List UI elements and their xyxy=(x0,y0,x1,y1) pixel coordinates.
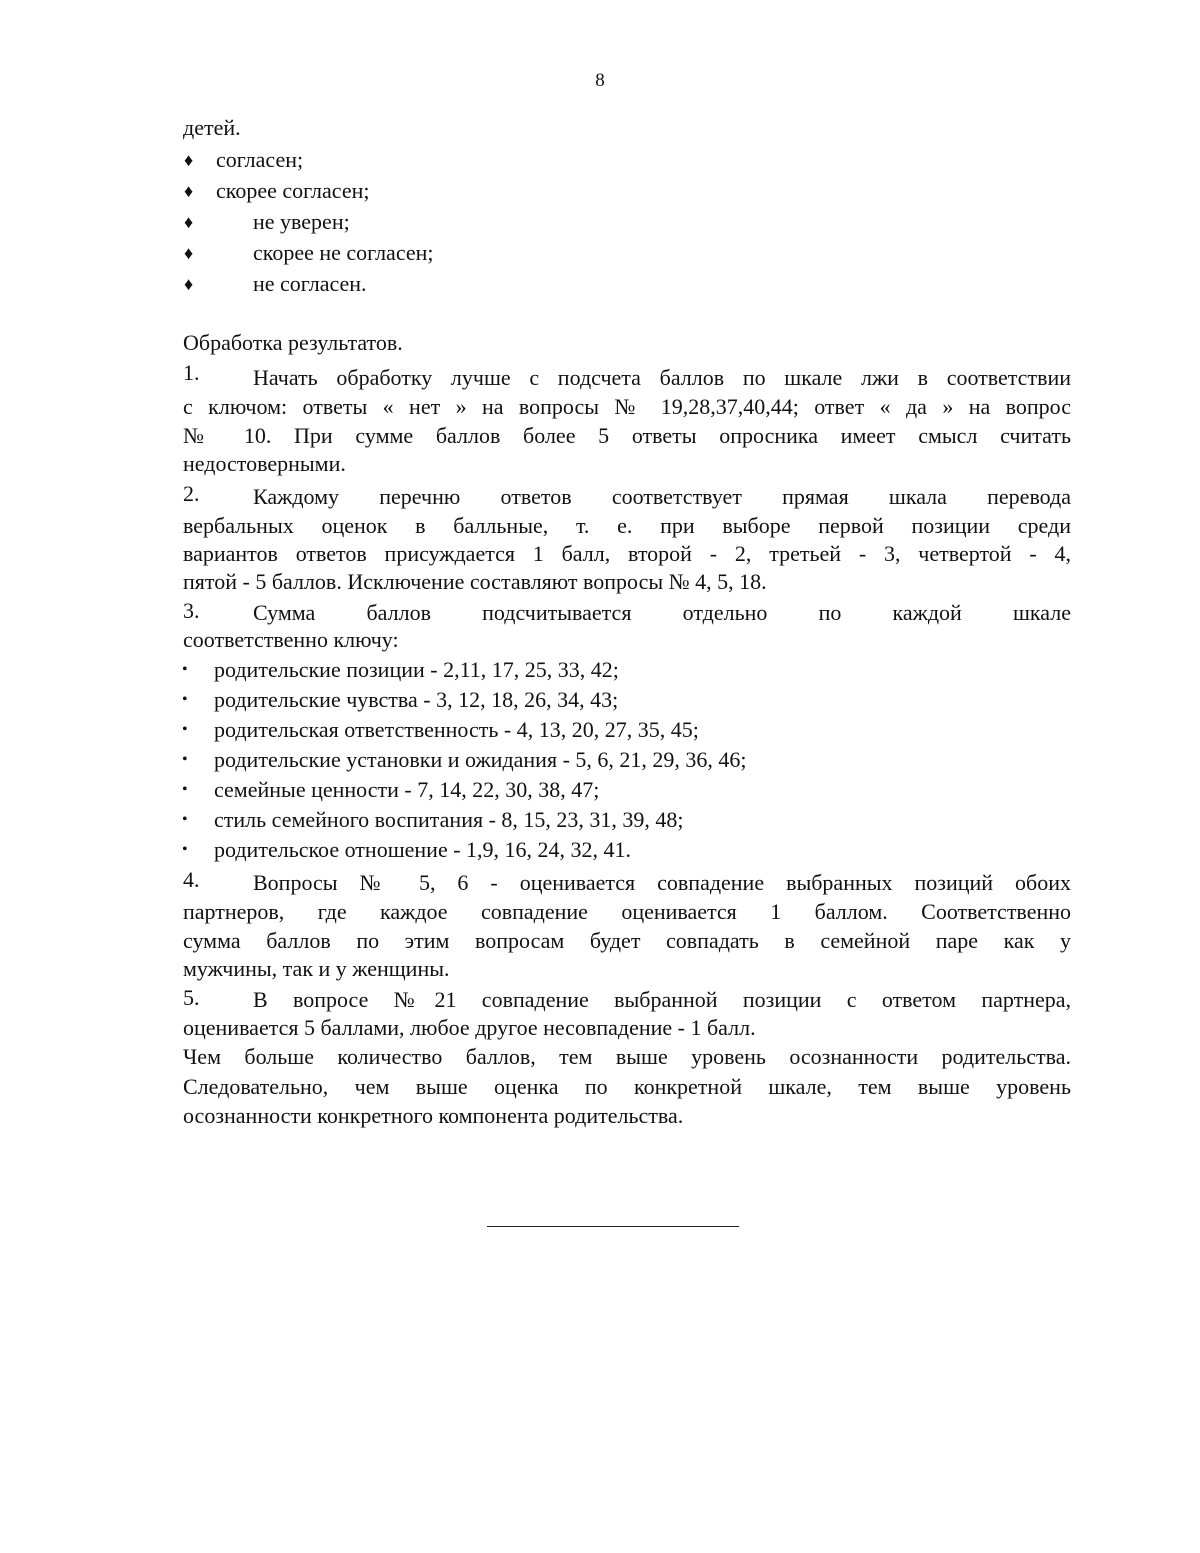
paragraph-line: сумма баллов по этим вопросам будет совпадать в семейной паре как у xyxy=(183,928,1071,953)
paragraph-line: партнеров, где каждое совпадение оценивается 1 баллом. Соответственно xyxy=(183,899,1071,924)
paragraph-line: № 10. При сумме баллов более 5 ответы опросника имеет смысл считать xyxy=(183,423,1071,448)
answer-option: не уверен; xyxy=(253,209,350,234)
item-number: 2. xyxy=(183,481,200,506)
paragraph-line: В вопросе №21 совпадение выбранной позиции с ответом партнера, xyxy=(253,987,1071,1012)
paragraph-line: Каждому перечню ответов соответствует прямая шкала перевода xyxy=(253,484,1071,509)
answer-option: согласен; xyxy=(216,147,304,172)
intro-fragment: детей. xyxy=(183,115,241,140)
paragraph-line: оценивается 5 баллами, любое другое несовпадение - 1 балл. xyxy=(183,1015,756,1040)
paragraph-line: Вопросы № 5, 6 - оценивается совпадение выбранных позиций обоих xyxy=(253,870,1071,895)
scale-item: семейные ценности - 7, 14, 22, 30, 38, 47; xyxy=(214,777,600,802)
paragraph-line: Сумма баллов подсчитывается отдельно по каждой шкале xyxy=(253,600,1071,625)
dot-bullet-icon: • xyxy=(182,721,188,738)
paragraph-line: вариантов ответов присуждается 1 балл, второй - 2, третьей - 3, четвертой - 4, xyxy=(183,541,1071,566)
dot-bullet-icon: • xyxy=(182,811,188,828)
conclusion-line: Чем больше количество баллов, тем выше уровень осознанности родительства. xyxy=(183,1044,1071,1069)
answer-option: не согласен. xyxy=(253,271,367,296)
section-title: Обработка результатов. xyxy=(183,330,403,355)
conclusion-line: осознанности конкретного компонента родительства. xyxy=(183,1103,684,1128)
item-number: 4. xyxy=(183,867,200,892)
page-number: 8 xyxy=(595,70,605,91)
paragraph-line: мужчины, так и у женщины. xyxy=(183,956,450,981)
dot-bullet-icon: • xyxy=(182,841,188,858)
paragraph-line: Начать обработку лучше с подсчета баллов по шкале лжи в соответствии xyxy=(253,365,1071,390)
item-number: 3. xyxy=(183,598,200,623)
scale-item: родительское отношение - 1,9, 16, 24, 32, 41. xyxy=(214,837,632,862)
scale-item: родительская ответственность - 4, 13, 20, 27, 35, 45; xyxy=(214,717,699,742)
dot-bullet-icon: • xyxy=(182,751,188,768)
scale-item: стиль семейного воспитания - 8, 15, 23, 31, 39, 48; xyxy=(214,807,684,832)
paragraph-line: соответственно ключу: xyxy=(183,627,399,652)
scale-item: родительские установки и ожидания - 5, 6, 21, 29, 36, 46; xyxy=(214,747,747,772)
dot-bullet-icon: • xyxy=(182,781,188,798)
dot-bullet-icon: • xyxy=(182,691,188,708)
scale-item: родительские позиции - 2,11, 17, 25, 33, 42; xyxy=(214,657,619,682)
diamond-bullet-icon: ♦ xyxy=(184,181,194,201)
answer-option: скорее не согласен; xyxy=(253,240,434,265)
paragraph-line: пятой - 5 баллов. Исключение составляют вопросы № 4, 5, 18. xyxy=(183,569,767,594)
conclusion-line: Следовательно, чем выше оценка по конкретной шкале, тем выше уровень xyxy=(183,1074,1071,1099)
diamond-bullet-icon: ♦ xyxy=(184,274,194,294)
answer-option: скорее согласен; xyxy=(216,178,370,203)
end-rule xyxy=(487,1226,739,1227)
diamond-bullet-icon: ♦ xyxy=(184,150,194,170)
diamond-bullet-icon: ♦ xyxy=(184,243,194,263)
paragraph-line: с ключом: ответы « нет » на вопросы № 19,28,37,40,44; ответ « да » на вопрос xyxy=(183,394,1071,419)
paragraph-line: недостоверными. xyxy=(183,451,346,476)
paragraph-line: вербальных оценок в балльные, т. е. при выборе первой позиции среди xyxy=(183,513,1071,538)
item-number: 1. xyxy=(183,360,200,385)
diamond-bullet-icon: ♦ xyxy=(184,212,194,232)
item-number: 5. xyxy=(183,985,200,1010)
scale-item: родительские чувства - 3, 12, 18, 26, 34, 43; xyxy=(214,687,619,712)
dot-bullet-icon: • xyxy=(182,661,188,678)
